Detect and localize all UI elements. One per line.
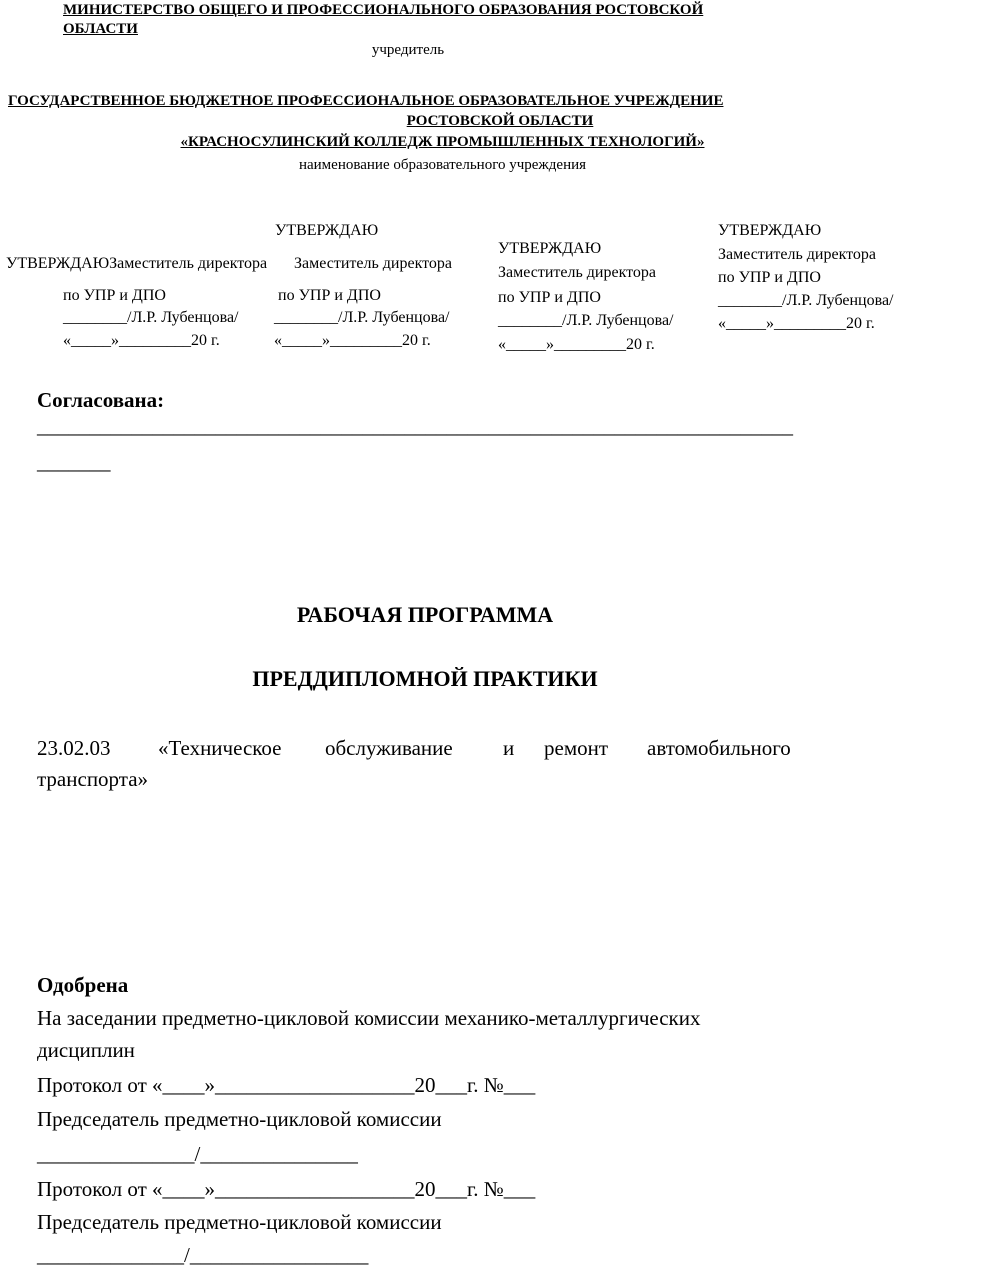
approve-col1-line2: по УПР и ДПО (63, 287, 166, 304)
approve-col1-line3: ________/Л.Р. Лубенцова/ (63, 309, 239, 326)
approve-col2-line4: «_____»_________20 г. (274, 332, 431, 349)
institution-line-1: ГОСУДАРСТВЕННОЕ БЮДЖЕТНОЕ ПРОФЕССИОНАЛЬНОЕ ОБРАЗОВАТЕЛЬНОЕ УЧРЕЖДЕНИЕ (8, 93, 724, 109)
approved-label: Одобрена (37, 973, 129, 997)
approve-col4-line3: ________/Л.Р. Лубенцова/ (718, 292, 894, 309)
approve-col3-line2: по УПР и ДПО (498, 289, 601, 306)
agreed-line-2: _______ (37, 450, 111, 474)
approve-col2-title: УТВЕРЖДАЮ (275, 222, 379, 239)
agreed-label: Согласована: (37, 388, 165, 412)
specialty-word-3: и (503, 736, 515, 760)
approve-col3-line4: «_____»_________20 г. (498, 336, 655, 353)
approved-line-2: дисциплин (37, 1038, 135, 1062)
approve-col4-title: УТВЕРЖДАЮ (718, 222, 822, 239)
agreed-line-1-clip (37, 414, 810, 444)
institution-line-3: «КРАСНОСУЛИНСКИЙ КОЛЛЕДЖ ПРОМЫШЛЕННЫХ ТЕХНОЛОГИЙ» (180, 134, 705, 150)
specialty-word-4: ремонт (544, 736, 609, 760)
approve-col3-title: УТВЕРЖДАЮ (498, 240, 602, 257)
approve-col2-line1: Заместитель директора (294, 255, 453, 272)
approve-col4-line1: Заместитель директора (718, 246, 877, 263)
specialty-code: 23.02.03 (37, 736, 111, 760)
approve-col3-line3: ________/Л.Р. Лубенцова/ (498, 312, 674, 329)
approve-col4-line4: «_____»_________20 г. (718, 315, 875, 332)
approve-col1-line1: УТВЕРЖДАЮЗаместитель директора (6, 255, 268, 272)
approved-line-1: На заседании предметно-цикловой комиссии механико-металлургических (37, 1006, 701, 1030)
specialty-word-2: обслуживание (325, 736, 453, 760)
approve-col2-line2: по УПР и ДПО (278, 287, 381, 304)
protocol-1: Протокол от «____»___________________20___г. №___ (37, 1073, 536, 1097)
practice-title: ПРЕДДИПЛОМНОЙ ПРАКТИКИ (252, 666, 598, 691)
ministry-line-1: МИНИСТЕРСТВО ОБЩЕГО И ПРОФЕССИОНАЛЬНОГО ОБРАЗОВАНИЯ РОСТОВСКОЙ (63, 2, 704, 18)
signature-1: _______________/_______________ (37, 1142, 358, 1166)
approve-col1-line4: «_____»_________20 г. (63, 332, 220, 349)
institution-caption: наименование образовательного учреждения (298, 157, 587, 173)
approve-col3-line1: Заместитель директора (498, 264, 657, 281)
ministry-line-2: ОБЛАСТИ (63, 21, 138, 37)
protocol-2: Протокол от «____»___________________20___г. №___ (37, 1177, 536, 1201)
signature-2: ______________/_________________ (37, 1243, 369, 1267)
approve-col2-line3: ________/Л.Р. Лубенцова/ (274, 309, 450, 326)
chair-2: Председатель предметно-цикловой комиссии (37, 1210, 442, 1234)
approve-col4-line2: по УПР и ДПО (718, 269, 821, 286)
chair-1: Председатель предметно-цикловой комиссии (37, 1107, 442, 1131)
specialty-word-1: «Техническое (158, 736, 282, 760)
program-title: РАБОЧАЯ ПРОГРАММА (296, 602, 554, 627)
founder-caption: учредитель (371, 42, 445, 58)
approve-col4-clip (718, 220, 894, 360)
institution-line-2: РОСТОВСКОЙ ОБЛАСТИ (406, 113, 594, 129)
specialty-word-5: автомобильного (647, 736, 791, 760)
specialty-line-2: транспорта» (37, 767, 149, 791)
agreed-line-1: ________________________________________________________________________ (37, 414, 793, 438)
